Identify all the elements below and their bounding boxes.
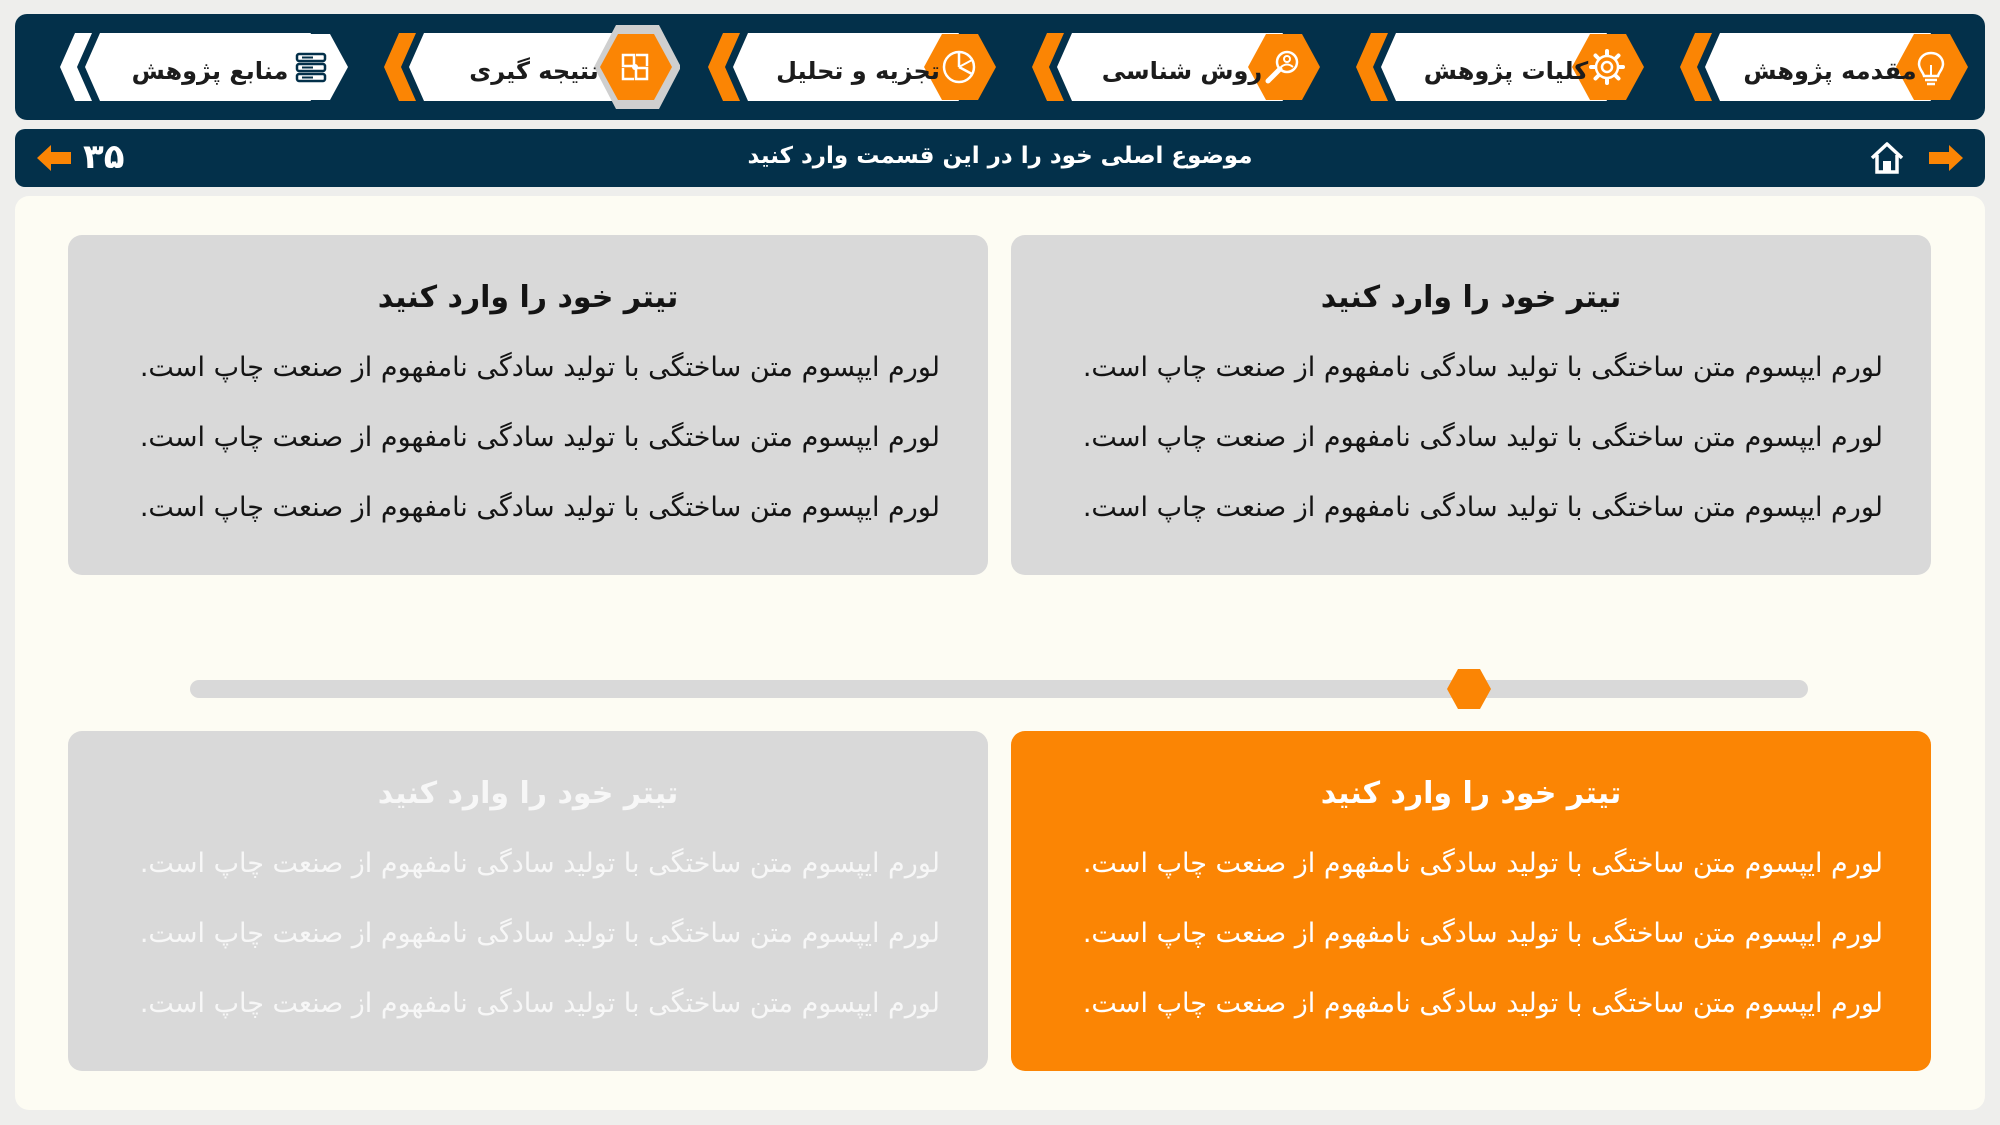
tab-references[interactable] bbox=[40, 14, 356, 120]
card-text-line: لورم ایپسوم متن ساختگی با تولید سادگی نامفهوم از صنعت چاپ است. bbox=[139, 848, 940, 879]
card-text-line: لورم ایپسوم متن ساختگی با تولید سادگی نامفهوم از صنعت چاپ است. bbox=[139, 492, 940, 523]
top-navigation bbox=[15, 14, 1985, 120]
card-title: تیتر خود را وارد کنید bbox=[1320, 280, 1622, 315]
tab-label: مقدمه پژوهش bbox=[1743, 57, 1917, 85]
card-title: تیتر خود را وارد کنید bbox=[377, 280, 679, 315]
tab-label: نتیجه گیری bbox=[469, 57, 599, 85]
card-text-line: لورم ایپسوم متن ساختگی با تولید سادگی نامفهوم از صنعت چاپ است. bbox=[1082, 422, 1883, 453]
content-card-faded bbox=[68, 731, 988, 1071]
card-text-line: لورم ایپسوم متن ساختگی با تولید سادگی نامفهوم از صنعت چاپ است. bbox=[1082, 848, 1883, 879]
card-text-line: لورم ایپسوم متن ساختگی با تولید سادگی نامفهوم از صنعت چاپ است. bbox=[1082, 352, 1883, 383]
page-number: ۳۵ bbox=[83, 137, 125, 177]
card-text-line: لورم ایپسوم متن ساختگی با تولید سادگی نامفهوم از صنعت چاپ است. bbox=[139, 352, 940, 383]
content-card bbox=[1011, 235, 1931, 575]
card-text-line: لورم ایپسوم متن ساختگی با تولید سادگی نامفهوم از صنعت چاپ است. bbox=[1082, 918, 1883, 949]
card-title: تیتر خود را وارد کنید bbox=[1320, 776, 1622, 811]
card-text-line: لورم ایپسوم متن ساختگی با تولید سادگی نامفهوم از صنعت چاپ است. bbox=[139, 988, 940, 1019]
home-icon[interactable] bbox=[1868, 139, 1906, 177]
card-title: تیتر خود را وارد کنید bbox=[377, 776, 679, 811]
tab-conclusion[interactable] bbox=[364, 14, 680, 120]
card-text-line: لورم ایپسوم متن ساختگی با تولید سادگی نامفهوم از صنعت چاپ است. bbox=[1082, 988, 1883, 1019]
tab-overview[interactable] bbox=[1336, 14, 1652, 120]
tab-label: تجزیه و تحلیل bbox=[776, 57, 940, 85]
arrow-right-icon[interactable] bbox=[1927, 143, 1965, 173]
slider-track[interactable] bbox=[190, 680, 1808, 698]
tab-label: کلیات پژوهش bbox=[1423, 57, 1589, 85]
tab-methodology[interactable] bbox=[1012, 14, 1328, 120]
content-card bbox=[68, 235, 988, 575]
tab-analysis[interactable] bbox=[688, 14, 1004, 120]
content-card-highlighted bbox=[1011, 731, 1931, 1071]
slide-subject-title: موضوع اصلی خود را در این قسمت وارد کنید bbox=[747, 143, 1253, 169]
info-bar bbox=[15, 129, 1985, 187]
hexagon-marker-icon[interactable] bbox=[1446, 668, 1492, 710]
tab-introduction[interactable] bbox=[1660, 14, 1976, 120]
card-text-line: لورم ایپسوم متن ساختگی با تولید سادگی نامفهوم از صنعت چاپ است. bbox=[139, 918, 940, 949]
tab-label: روش شناسی bbox=[1101, 57, 1263, 85]
main-content bbox=[15, 196, 1985, 1110]
card-text-line: لورم ایپسوم متن ساختگی با تولید سادگی نامفهوم از صنعت چاپ است. bbox=[1082, 492, 1883, 523]
tab-label: منابع پژوهش bbox=[131, 57, 289, 85]
card-text-line: لورم ایپسوم متن ساختگی با تولید سادگی نامفهوم از صنعت چاپ است. bbox=[139, 422, 940, 453]
